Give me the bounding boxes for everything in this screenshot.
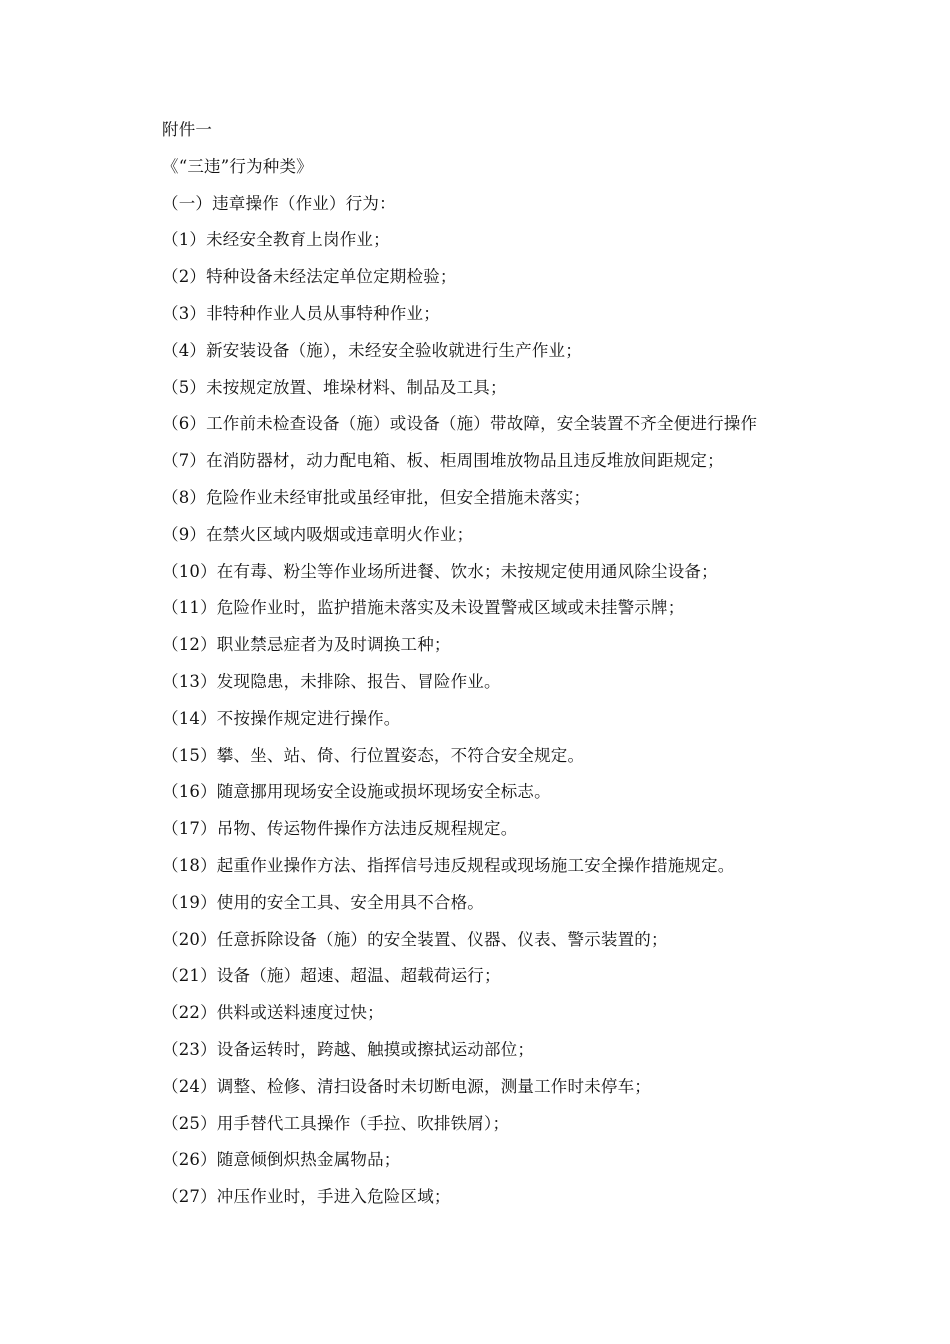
list-item-7: （7）在消防器材，动力配电箱、板、柜周围堆放物品且违反堆放间距规定； <box>162 451 724 471</box>
attachment-heading: 附件一 <box>162 120 213 139</box>
list-item-11: （11）危险作业时，监护措施未落实及未设置警戒区域或未挂警示牌； <box>162 598 685 618</box>
list-item-6: （6）工作前未检查设备（施）或设备（施）带故障，安全装置不齐全便进行操作 <box>162 414 758 434</box>
list-item-8: （8）危险作业未经审批或虽经审批，但安全措施未落实； <box>162 487 591 507</box>
list-item-1: （1）未经安全教育上岗作业； <box>162 230 390 250</box>
list-item-20: （20）任意拆除设备（施）的安全装置、仪器、仪表、警示装置的； <box>162 929 668 949</box>
section-heading: （一）违章操作（作业）行为： <box>162 193 396 213</box>
list-item-26: （26）随意倾倒炽热金属物品； <box>162 1150 401 1170</box>
list-item-10: （10）在有毒、粉尘等作业场所进餐、饮水；未按规定使用通风除尘设备； <box>162 561 718 581</box>
list-item-17: （17）吊物、传运物件操作方法违反规程规定。 <box>162 819 518 839</box>
list-item-22: （22）供料或送料速度过快； <box>162 1003 384 1023</box>
list-item-12: （12）职业禁忌症者为及时调换工种； <box>162 635 451 655</box>
list-item-9: （9）在禁火区域内吸烟或违章明火作业； <box>162 524 474 544</box>
list-item-21: （21）设备（施）超速、超温、超载荷运行； <box>162 966 501 986</box>
list-item-3: （3）非特种作业人员从事特种作业； <box>162 303 440 323</box>
list-item-16: （16）随意挪用现场安全设施或损坏现场安全标志。 <box>162 782 551 802</box>
document-body <box>162 116 932 1220</box>
list-item-23: （23）设备运转时，跨越、触摸或擦拭运动部位； <box>162 1039 535 1059</box>
list-item-14: （14）不按操作规定进行操作。 <box>162 708 401 728</box>
document-title: 《“三违”行为种类》 <box>162 156 313 176</box>
list-item-15: （15）攀、坐、站、倚、行位置姿态，不符合安全规定。 <box>162 745 585 765</box>
list-item-19: （19）使用的安全工具、安全用具不合格。 <box>162 892 484 912</box>
list-item-4: （4）新安装设备（施），未经安全验收就进行生产作业； <box>162 340 582 360</box>
list-item-24: （24）调整、检修、清扫设备时未切断电源，测量工作时未停车； <box>162 1076 651 1096</box>
list-item-18: （18）起重作业操作方法、指挥信号违反规程或现场施工安全操作措施规定。 <box>162 855 735 875</box>
list-item-5: （5）未按规定放置、堆垛材料、制品及工具； <box>162 377 507 397</box>
list-item-25: （25）用手替代工具操作（手拉、吹排铁屑）； <box>162 1113 510 1133</box>
list-item-2: （2）特种设备未经法定单位定期检验； <box>162 267 457 287</box>
list-item-27: （27）冲压作业时，手进入危险区域； <box>162 1187 451 1207</box>
list-item-13: （13）发现隐患，未排除、报告、冒险作业。 <box>162 671 501 691</box>
